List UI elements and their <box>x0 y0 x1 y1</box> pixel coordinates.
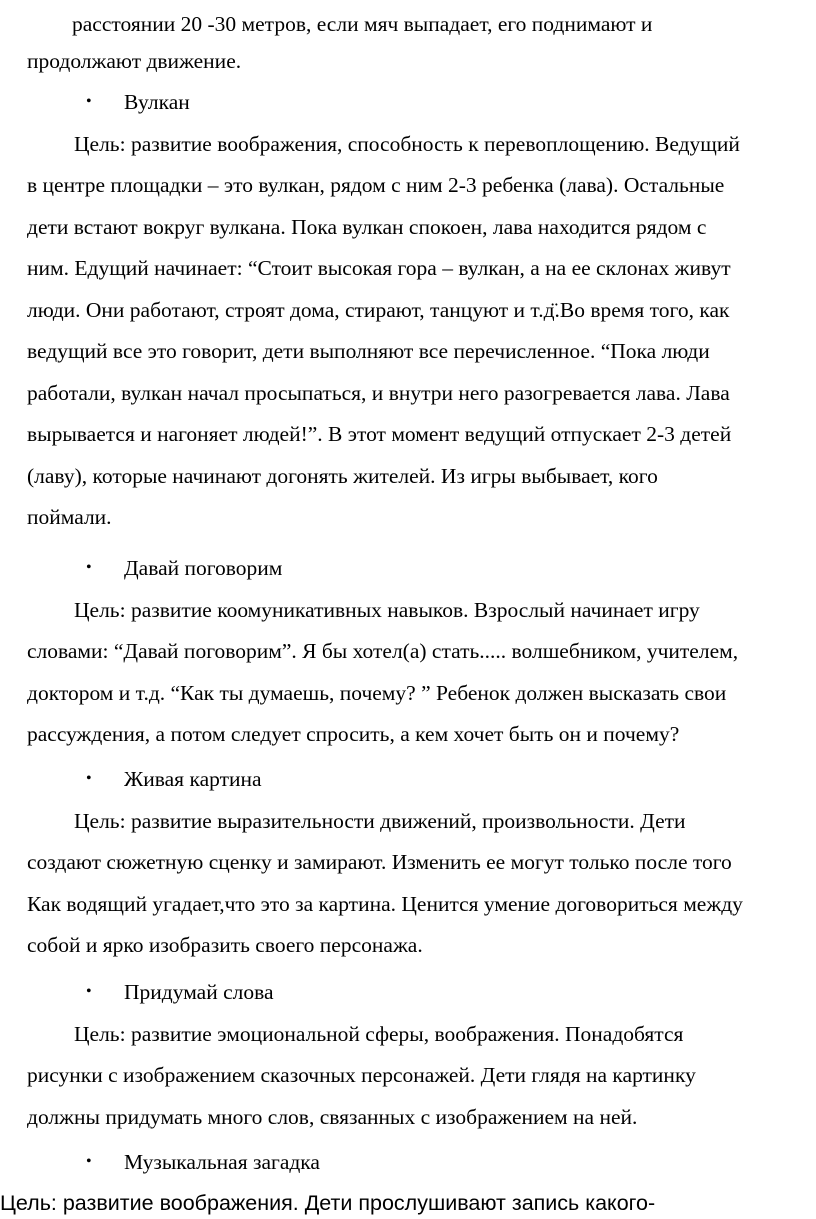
text-line: вырывается и нагоняет людей!”. В этот момент ведущий отпускает 2-3 детей <box>27 422 732 446</box>
text-line: в центре площадки – это вулкан, рядом с ним 2-3 ребенка (лава). Остальные <box>27 173 725 197</box>
text-line: должны придумать много слов, связанных с изображением на ней. <box>27 1105 638 1129</box>
text-line: собой и ярко изобразить своего персонажа. <box>27 933 423 957</box>
text-line: Цель: развитие эмоциональной сферы, воображения. Понадобятся <box>74 1022 684 1046</box>
text-line: расстоянии 20 -30 метров, если мяч выпадает, его поднимают и <box>72 12 653 36</box>
section-heading: Живая картина <box>124 767 262 791</box>
text-line: Цель: развитие выразительности движений, произвольности. Дети <box>74 809 686 833</box>
bullet-icon: • <box>86 1153 92 1170</box>
text-line: люди. Они работают, строят дома, стирают, танцуют и т.д̈.Во время того, как <box>27 298 730 322</box>
text-line: словами: “Давай поговорим”. Я бы хотел(а) стать..... волшебником, учителем, <box>27 639 739 663</box>
section-heading: Музыкальная загадка <box>124 1150 320 1174</box>
text-line: ним. Едущий начинает: “Стоит высокая гора – вулкан, а на ее склонах живут <box>27 256 731 280</box>
bullet-icon: • <box>86 983 92 1000</box>
text-line: (лаву), которые начинают догонять жителей. Из игры выбывает, кого <box>27 464 658 488</box>
text-line: рассуждения, а потом следует спросить, а кем хочет быть он и почему? <box>27 722 680 746</box>
text-line: Цель: развитие воображения. Дети прослушивают запись какого- <box>0 1191 656 1215</box>
text-line: рисунки с изображением сказочных персонажей. Дети глядя на картинку <box>27 1063 696 1087</box>
section-heading: Давай поговорим <box>124 556 283 580</box>
text-line: работали, вулкан начал просыпаться, и внутри него разогревается лава. Лава <box>27 381 730 405</box>
text-line: Цель: развитие воображения, способность к перевоплощению. Ведущий <box>74 132 740 156</box>
bullet-icon: • <box>86 770 92 787</box>
text-line: доктором и т.д. “Как ты думаешь, почему? ” Ребенок должен высказать свои <box>27 681 727 705</box>
bullet-icon: • <box>86 559 92 576</box>
text-line: ведущий все это говорит, дети выполняют все перечисленное. “Пока люди <box>27 339 710 363</box>
section-heading: Придумай слова <box>124 980 274 1004</box>
text-line: Цель: развитие коомуникативных навыков. Взрослый начинает игру <box>74 598 700 622</box>
text-line: дети встают вокруг вулкана. Пока вулкан спокоен, лава находится рядом с <box>27 215 707 239</box>
bullet-icon: • <box>86 93 92 110</box>
section-heading: Вулкан <box>124 90 190 114</box>
text-line: продолжают движение. <box>27 49 242 73</box>
text-line: создают сюжетную сценку и замирают. Изменить ее могут только после того <box>27 850 732 874</box>
text-line: поймали. <box>27 505 112 529</box>
text-line: Как водящий угадает,что это за картина. Ценится умение договориться между <box>27 892 743 916</box>
